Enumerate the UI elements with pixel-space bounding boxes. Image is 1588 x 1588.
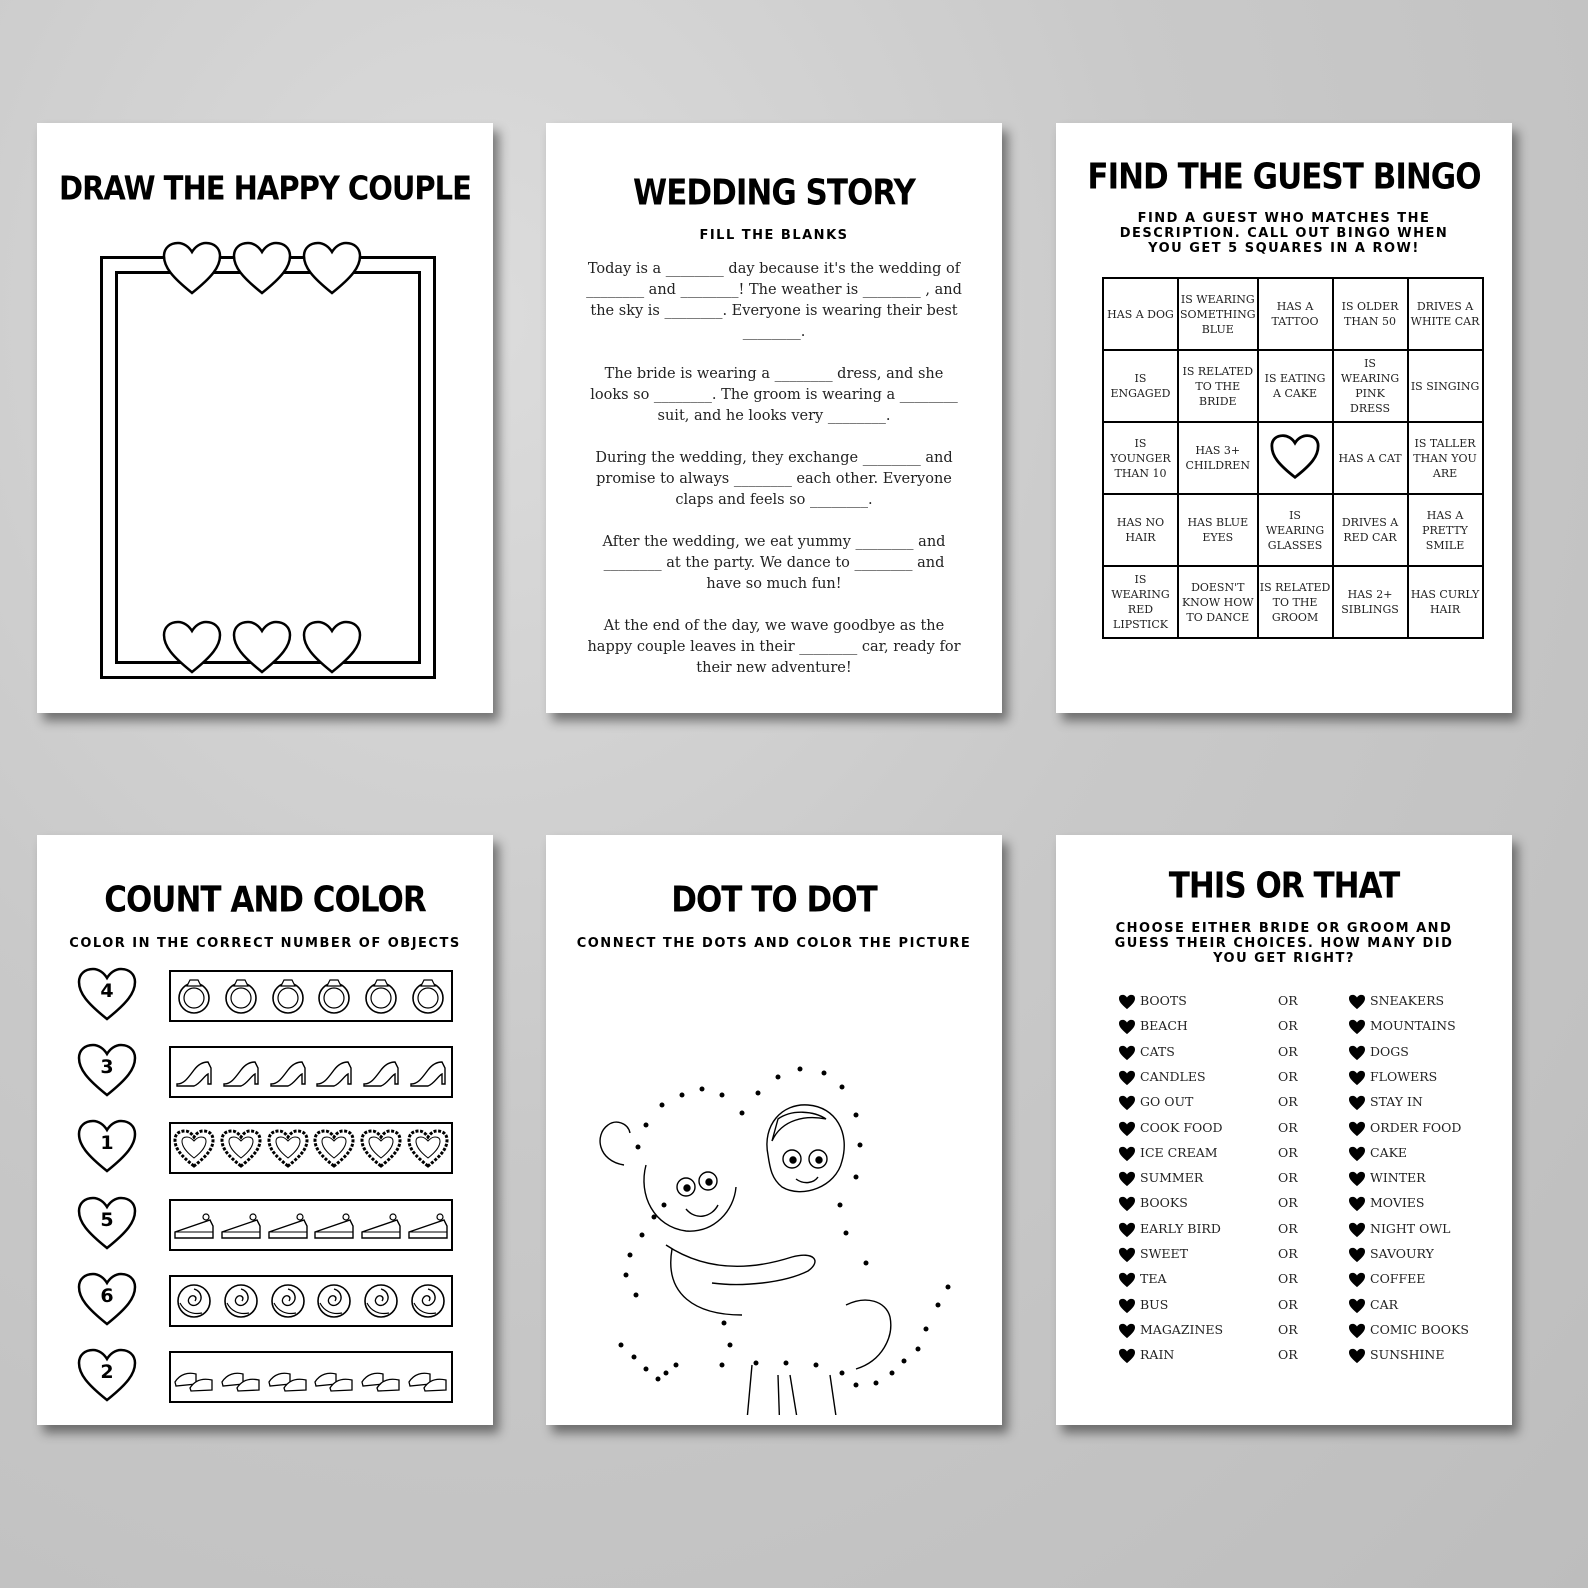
heart-icon[interactable] (1348, 1247, 1366, 1266)
page-this-or-that (1056, 835, 1512, 1425)
this-or-that-row (1118, 1094, 1512, 1114)
count-number: 5 (100, 1209, 114, 1231)
high-heel-icon[interactable] (221, 1054, 261, 1090)
or-label: OR (1278, 1271, 1298, 1287)
choice-right: SNEAKERS (1370, 993, 1445, 1008)
flower-heart-icon[interactable] (406, 1128, 450, 1168)
choice-right: NIGHT OWL (1370, 1220, 1451, 1236)
number-heart (77, 1347, 137, 1403)
story-paragraph: The bride is wearing a ________ dress, and she looks so ________. The groom is wearing a ________ suit, and he looks very ________. (590, 366, 958, 424)
cake-slice-icon[interactable] (406, 1208, 450, 1242)
ring-icon[interactable] (408, 976, 448, 1016)
or-label: OR (1278, 1296, 1298, 1312)
choice-right: FLOWERS (1370, 1068, 1438, 1084)
flower-heart-icon[interactable] (219, 1128, 263, 1168)
ring-icon[interactable] (361, 976, 401, 1016)
bingo-cell[interactable]: HAS A PRETTY SMILE (1408, 494, 1483, 566)
heart-icon[interactable] (1118, 994, 1136, 1013)
objects-box (169, 1122, 453, 1174)
this-or-that-row (1118, 1271, 1512, 1291)
heart-icon[interactable] (1118, 1095, 1136, 1114)
heart-icon[interactable] (1118, 1019, 1136, 1038)
heart-icon (162, 241, 222, 295)
story-paragraph: At the end of the day, we wave goodbye as the happy couple leaves in their ________ car, ready for their new adventure! (587, 618, 961, 676)
count-number: 2 (100, 1361, 114, 1383)
cake-slice-icon[interactable] (359, 1208, 403, 1242)
choice-left: BEACH (1140, 1018, 1188, 1034)
bingo-cell[interactable]: HAS CURLY HAIR (1408, 566, 1483, 638)
count-row (77, 1271, 493, 1327)
choice-left: SUMMER (1140, 1170, 1204, 1186)
heart-icon[interactable] (1348, 1348, 1366, 1367)
heart-icon[interactable] (1118, 1323, 1136, 1342)
or-label: OR (1278, 1068, 1298, 1084)
page-title: WEDDING STORY (633, 172, 915, 214)
flower-heart-icon[interactable] (172, 1128, 216, 1168)
this-or-that-row (1118, 1221, 1512, 1241)
rose-icon[interactable] (361, 1281, 401, 1321)
ring-icon[interactable] (314, 976, 354, 1016)
bingo-cell[interactable]: IS YOUNGER THAN 10 (1103, 422, 1178, 494)
objects-box (169, 1351, 453, 1403)
cake-slice-icon[interactable] (312, 1208, 356, 1242)
dress-shoes-icon[interactable] (359, 1360, 403, 1394)
this-or-that-row (1118, 1246, 1512, 1266)
choice-right: DOGS (1370, 1043, 1409, 1059)
choice-left: RAIN (1140, 1347, 1175, 1363)
bingo-cell[interactable]: IS RELATED TO THE BRIDE (1178, 350, 1258, 422)
heart-icon[interactable] (1348, 1272, 1366, 1291)
page-title: THIS OR THAT (1168, 865, 1400, 907)
flower-heart-icon[interactable] (312, 1128, 356, 1168)
top-hearts (162, 241, 362, 301)
or-label: OR (1278, 1246, 1298, 1261)
bingo-cell[interactable]: DRIVES A WHITE CAR (1408, 278, 1483, 350)
page-subtitle: COLOR IN THE CORRECT NUMBER OF OBJECTS (69, 936, 461, 951)
bingo-cell[interactable]: DOESN'T KNOW HOW TO DANCE (1178, 566, 1258, 638)
choice-left: CATS (1140, 1043, 1175, 1059)
number-heart (77, 1195, 137, 1251)
choice-right: COMIC BOOKS (1370, 1321, 1469, 1337)
heart-icon[interactable] (1118, 1121, 1136, 1140)
high-heel-icon[interactable] (268, 1054, 308, 1090)
or-label: OR (1278, 993, 1298, 1008)
heart-icon[interactable] (1118, 1348, 1136, 1367)
bingo-cell[interactable]: HAS 3+ CHILDREN (1178, 422, 1258, 494)
rose-icon[interactable] (174, 1281, 214, 1321)
heart-icon[interactable] (1348, 1323, 1366, 1342)
heart-icon[interactable] (1118, 1298, 1136, 1317)
choice-left: BOOKS (1140, 1195, 1188, 1211)
count-row (77, 966, 493, 1022)
choice-left: ICE CREAM (1140, 1144, 1218, 1160)
page-title: COUNT AND COLOR (104, 879, 426, 921)
this-or-that-row (1118, 1170, 1512, 1190)
bingo-cell[interactable]: IS TALLER THAN YOU ARE (1408, 422, 1483, 494)
page-dot-to-dot (546, 835, 1002, 1425)
this-or-that-row (1118, 1297, 1512, 1317)
bingo-cell[interactable]: HAS A CAT (1333, 422, 1408, 494)
count-number: 4 (100, 980, 114, 1002)
bingo-cell[interactable]: IS ENGAGED (1103, 350, 1178, 422)
or-label: OR (1278, 1043, 1298, 1059)
page-title: FIND THE GUEST BINGO (1087, 156, 1481, 198)
choice-left: CANDLES (1140, 1068, 1206, 1084)
heart-icon[interactable] (1348, 1222, 1366, 1241)
heart-icon[interactable] (1118, 1222, 1136, 1241)
heart-icon[interactable] (1348, 1121, 1366, 1140)
choice-right: ORDER FOOD (1370, 1119, 1462, 1135)
ring-icon[interactable] (268, 976, 308, 1016)
choice-left: EARLY BIRD (1140, 1220, 1221, 1236)
heart-icon[interactable] (1118, 1146, 1136, 1165)
page-subtitle: FILL THE BLANKS (699, 228, 849, 243)
heart-icon[interactable] (1118, 1171, 1136, 1190)
ring-icon[interactable] (174, 976, 214, 1016)
bingo-cell[interactable]: IS EATING A CAKE (1258, 350, 1333, 422)
rose-icon[interactable] (314, 1281, 354, 1321)
dress-shoes-icon[interactable] (406, 1360, 450, 1394)
choice-right: MOUNTAINS (1370, 1018, 1456, 1034)
page-wedding-story (546, 123, 1002, 713)
objects-box (169, 970, 453, 1022)
rose-icon[interactable] (268, 1281, 308, 1321)
high-heel-icon[interactable] (174, 1054, 214, 1090)
heart-icon (232, 620, 292, 674)
choice-right: CAKE (1370, 1144, 1408, 1160)
or-label: OR (1278, 1094, 1298, 1110)
this-or-that-row (1118, 1018, 1512, 1038)
dress-shoes-icon[interactable] (219, 1360, 263, 1394)
this-or-that-row (1118, 1120, 1512, 1140)
bingo-cell[interactable]: HAS NO HAIR (1103, 494, 1178, 566)
this-or-that-row (1118, 1347, 1512, 1367)
rose-icon[interactable] (221, 1281, 261, 1321)
heart-icon[interactable] (1348, 994, 1366, 1013)
heart-icon (162, 620, 222, 674)
bingo-grid (1102, 277, 1484, 639)
or-label: OR (1278, 1144, 1298, 1160)
drawing-area[interactable] (115, 271, 421, 664)
high-heel-icon[interactable] (314, 1054, 354, 1090)
choice-left: BUS (1140, 1296, 1169, 1312)
this-or-that-row (1118, 1069, 1512, 1089)
heart-icon[interactable] (1348, 1045, 1366, 1064)
page-title: DRAW THE HAPPY COUPLE (59, 168, 471, 208)
this-or-that-row (1118, 1044, 1512, 1064)
high-heel-icon[interactable] (361, 1054, 401, 1090)
choice-left: BOOTS (1140, 993, 1187, 1008)
this-or-that-row (1118, 1195, 1512, 1215)
high-heel-icon[interactable] (408, 1054, 448, 1090)
bingo-cell[interactable]: IS WEARING SOMETHING BLUE (1178, 278, 1258, 350)
or-label: OR (1278, 1195, 1298, 1211)
choice-left: SWEET (1140, 1246, 1188, 1261)
bingo-cell[interactable]: HAS 2+ SIBLINGS (1333, 566, 1408, 638)
objects-box (169, 1046, 453, 1098)
objects-box (169, 1199, 453, 1251)
ring-icon[interactable] (221, 976, 261, 1016)
count-row (77, 1042, 493, 1098)
bingo-cell[interactable]: IS WEARING GLASSES (1258, 494, 1333, 566)
bingo-cell[interactable]: IS OLDER THAN 50 (1333, 278, 1408, 350)
cake-slice-icon[interactable] (219, 1208, 263, 1242)
choice-right: SAVOURY (1370, 1246, 1434, 1261)
page-count-and-color (37, 835, 493, 1425)
bingo-cell[interactable]: IS SINGING (1408, 350, 1483, 422)
choice-right: WINTER (1370, 1170, 1426, 1186)
bingo-free-cell[interactable] (1258, 422, 1333, 494)
bingo-cell[interactable]: HAS A DOG (1103, 278, 1178, 350)
number-heart (77, 1118, 137, 1174)
page-subtitle: FIND A GUEST WHO MATCHES THE DESCRIPTION. CALL OUT BINGO WHEN YOU GET 5 SQUARES IN A ROW! (1119, 211, 1449, 256)
heart-icon[interactable] (1118, 1247, 1136, 1266)
number-heart (77, 1271, 137, 1327)
choice-right: SUNSHINE (1370, 1347, 1445, 1363)
dress-shoes-icon[interactable] (312, 1360, 356, 1394)
heart-icon[interactable] (1348, 1171, 1366, 1190)
heart-icon (302, 241, 362, 295)
heart-icon[interactable] (1118, 1196, 1136, 1215)
objects-box (169, 1275, 453, 1327)
heart-icon[interactable] (1348, 1095, 1366, 1114)
wedding-couple-dot-to-dot-illustration[interactable] (546, 965, 1002, 1415)
bingo-cell[interactable]: IS WEARING PINK DRESS (1333, 350, 1408, 422)
heart-icon[interactable] (1348, 1070, 1366, 1089)
choice-left: COOK FOOD (1140, 1119, 1223, 1135)
story-paragraph: Today is a ________ day because it's the wedding of ________ and ________! The weather is ________ , and the sky is ________. Everyone is wearing their best ________. (586, 261, 962, 340)
page-subtitle: CHOOSE EITHER BRIDE OR GROOM AND GUESS THEIR CHOICES. HOW MANY DID YOU GET RIGHT? (1114, 921, 1454, 966)
choice-left: GO OUT (1140, 1094, 1194, 1110)
or-label: OR (1278, 1220, 1298, 1236)
cake-slice-icon[interactable] (172, 1208, 216, 1242)
heart-icon[interactable] (1348, 1019, 1366, 1038)
flower-heart-icon[interactable] (359, 1128, 403, 1168)
or-label: OR (1278, 1321, 1298, 1337)
page-title: DOT TO DOT (671, 879, 877, 921)
or-label: OR (1278, 1170, 1298, 1186)
or-label: OR (1278, 1018, 1298, 1034)
bingo-cell[interactable]: DRIVES A RED CAR (1333, 494, 1408, 566)
page-subtitle: CONNECT THE DOTS AND COLOR THE PICTURE (576, 936, 972, 951)
bingo-cell[interactable]: HAS A TATTOO (1258, 278, 1333, 350)
dress-shoes-icon[interactable] (172, 1360, 216, 1394)
this-or-that-row (1118, 1145, 1512, 1165)
count-row (77, 1195, 493, 1251)
heart-icon (302, 620, 362, 674)
this-or-that-row (1118, 1322, 1512, 1342)
or-label: OR (1278, 1119, 1298, 1135)
story-paragraph: After the wedding, we eat yummy ________ and ________ at the party. We dance to ________ and have so much fun! (602, 534, 946, 592)
heart-icon (1267, 431, 1323, 481)
page-draw-couple (37, 123, 493, 713)
bottom-hearts (162, 620, 362, 680)
bingo-cell[interactable]: HAS BLUE EYES (1178, 494, 1258, 566)
choice-right: STAY IN (1370, 1094, 1423, 1110)
cake-slice-icon[interactable] (266, 1208, 310, 1242)
count-number: 1 (100, 1132, 114, 1154)
this-or-that-row (1118, 993, 1512, 1013)
choice-right: CAR (1370, 1296, 1399, 1312)
number-heart (77, 966, 137, 1022)
rose-icon[interactable] (408, 1281, 448, 1321)
count-row (77, 1118, 493, 1174)
heart-icon (232, 241, 292, 295)
story-paragraph: During the wedding, they exchange ________ and promise to always ________ each other. Everyone claps and feels so ________. (595, 450, 953, 508)
story-text (586, 259, 962, 700)
or-label: OR (1278, 1347, 1298, 1363)
choice-right: COFFEE (1370, 1271, 1426, 1287)
choice-left: TEA (1140, 1271, 1167, 1287)
page-guest-bingo (1056, 123, 1512, 713)
count-number: 6 (100, 1285, 114, 1307)
heart-icon[interactable] (1348, 1298, 1366, 1317)
bingo-cell[interactable]: IS WEARING RED LIPSTICK (1103, 566, 1178, 638)
number-heart (77, 1042, 137, 1098)
bingo-cell[interactable]: IS RELATED TO THE GROOM (1258, 566, 1333, 638)
heart-icon[interactable] (1118, 1070, 1136, 1089)
choice-right: MOVIES (1370, 1195, 1425, 1211)
count-number: 3 (100, 1056, 114, 1078)
flower-heart-icon[interactable] (266, 1128, 310, 1168)
count-row (77, 1347, 493, 1403)
choice-left: MAGAZINES (1140, 1321, 1224, 1337)
dress-shoes-icon[interactable] (266, 1360, 310, 1394)
heart-icon[interactable] (1348, 1196, 1366, 1215)
heart-icon[interactable] (1118, 1272, 1136, 1291)
heart-icon[interactable] (1118, 1045, 1136, 1064)
heart-icon[interactable] (1348, 1146, 1366, 1165)
